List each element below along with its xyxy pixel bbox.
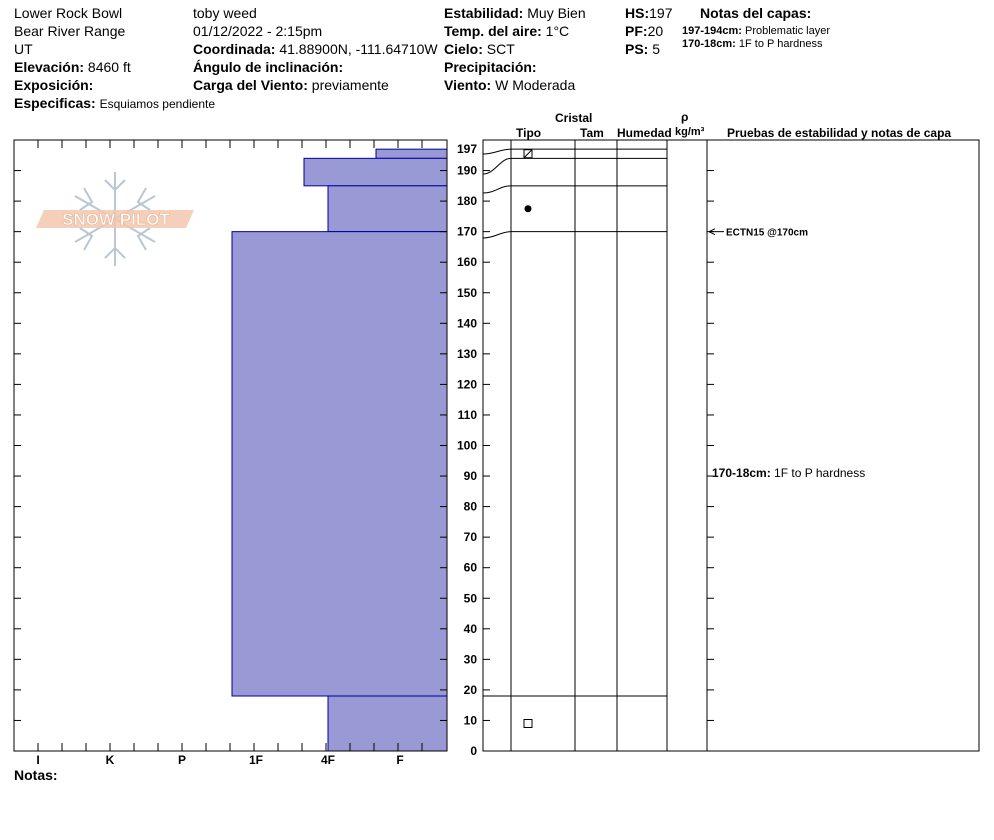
hardness-bar <box>328 696 447 751</box>
hardness-bar <box>232 232 447 696</box>
hardness-tick-label: I <box>36 753 40 767</box>
sky-label: Cielo: <box>444 41 483 57</box>
grain-dot-mark <box>525 205 532 212</box>
hardness-tick-label: 1F <box>248 753 264 767</box>
depth-tick-label: 160 <box>456 255 477 270</box>
wind-load-value: previamente <box>311 77 389 93</box>
depth-tick-label: 110 <box>457 407 477 422</box>
depth-tick-label: 30 <box>463 652 477 667</box>
hardness-bar <box>304 158 447 185</box>
logo-text: SNOW PILOT <box>62 210 170 229</box>
depth-tick-label: 170 <box>456 224 477 239</box>
wind-label: Viento: <box>444 77 492 93</box>
hardness-bar <box>328 186 447 232</box>
observer-name: toby weed <box>193 5 257 21</box>
air-temp-label: Temp. del aire: <box>444 23 542 39</box>
elevation-value: 8460 ft <box>87 59 131 75</box>
slope-label: Ángulo de inclinación: <box>193 59 344 75</box>
depth-tick-label: 90 <box>463 469 477 484</box>
air-temp-value: 1°C <box>545 23 570 39</box>
hardness-bar <box>376 149 447 158</box>
ps-value: 5 <box>652 41 661 57</box>
grain-box-mark <box>524 720 532 728</box>
tests-header: Pruebas de estabilidad y notas de capa <box>727 126 952 140</box>
layer-note-range: 170-18cm: <box>682 38 736 50</box>
layer-connector-curve <box>483 149 511 154</box>
depth-tick-label: 80 <box>463 499 477 514</box>
wind-value: W Moderada <box>495 77 576 93</box>
depth-tick-label: 50 <box>463 591 477 606</box>
specifics-label: Especificas: <box>14 95 96 111</box>
layer-note-text: 1F to P hardness <box>738 38 823 50</box>
depth-tick-label: 197 <box>456 142 477 157</box>
rho-header: ρ <box>681 110 689 124</box>
type-header: Tipo <box>516 126 542 140</box>
specifics-value: Esquiamos pendiente <box>99 97 216 111</box>
precip-label: Precipitación: <box>444 59 537 75</box>
hardness-tick-label: 4F <box>320 753 336 767</box>
wind-load-label: Carga del Viento: <box>193 77 308 93</box>
location-name: Lower Rock Bowl <box>14 5 123 21</box>
layer-comment-text: 1F to P hardness <box>774 465 866 480</box>
depth-tick-label: 190 <box>456 163 477 178</box>
depth-tick-label: 20 <box>463 682 477 697</box>
depth-tick-label: 60 <box>463 560 477 575</box>
depth-tick-label: 70 <box>463 530 477 545</box>
pf-value: 20 <box>647 23 664 39</box>
stability-label: Estabilidad: <box>444 5 524 21</box>
layer-note-text: Problematic layer <box>745 25 830 37</box>
depth-tick-label: 180 <box>456 194 477 209</box>
depth-tick-label: 150 <box>456 285 477 300</box>
density-unit-header: kg/m³ <box>675 126 705 138</box>
crystal-header: Cristal <box>555 111 593 125</box>
notes-label: Notas: <box>14 767 58 783</box>
hs-value: 197 <box>649 5 673 21</box>
grain-slash <box>524 150 532 158</box>
hardness-tick-label: K <box>105 753 115 767</box>
layer-connector-curve <box>483 232 511 238</box>
layer-comment <box>712 466 865 480</box>
depth-tick-label: 100 <box>456 438 477 453</box>
mountain-range: Bear River Range <box>14 23 126 39</box>
layer-note-range: 197-194cm: <box>682 25 742 37</box>
state: UT <box>14 41 33 57</box>
hardness-tick-label: F <box>396 753 404 767</box>
observation-datetime: 01/12/2022 - 2:15pm <box>193 23 323 39</box>
depth-tick-label: 120 <box>456 377 477 392</box>
size-header: Tam <box>580 126 604 140</box>
hardness-tick-label: P <box>177 753 187 767</box>
test-result-label: ECTN15 @170cm <box>726 227 809 239</box>
snowpilot-logo <box>36 172 194 266</box>
hs-label: HS: <box>625 5 650 21</box>
aspect-label: Exposición: <box>14 77 94 93</box>
moisture-header: Humedad <box>617 126 672 140</box>
sky-value: SCT <box>486 41 515 57</box>
depth-tick-label: 130 <box>456 346 477 361</box>
depth-tick-label: 40 <box>463 621 477 636</box>
ps-label: PS: <box>625 41 649 57</box>
stability-value: Muy Bien <box>527 5 586 21</box>
layer-connector-curve <box>483 186 511 193</box>
coordinate-value: 41.88900N, -111.64710W <box>279 41 438 57</box>
depth-tick-label: 10 <box>463 713 477 728</box>
coordinate-label: Coordinada: <box>193 41 276 57</box>
depth-tick-label: 140 <box>456 316 477 331</box>
pf-label: PF: <box>625 23 648 39</box>
elevation-label: Elevación: <box>14 59 85 75</box>
depth-tick-label: 0 <box>470 744 477 758</box>
layer-connector-curve <box>483 158 511 174</box>
layer-notes-title: Notas del capas: <box>700 5 812 21</box>
layer-comment-range: 170-18cm: <box>712 465 775 480</box>
